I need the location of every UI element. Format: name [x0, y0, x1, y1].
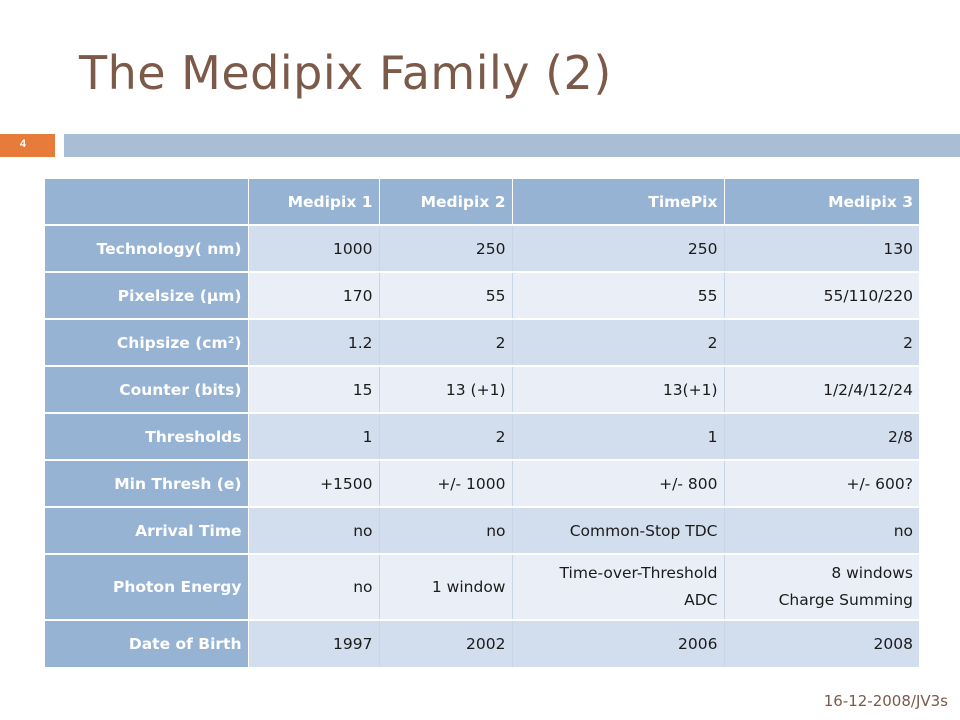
- table-cell: 2/8: [724, 413, 919, 460]
- table-row: [45, 366, 919, 413]
- column-header: TimePix: [512, 179, 724, 225]
- column-header: Medipix 2: [379, 179, 512, 225]
- table-cell: 1997: [248, 620, 379, 667]
- table-cell: 55: [379, 272, 512, 319]
- table-cell: 13 (+1): [379, 366, 512, 413]
- table-cell: +/- 600?: [724, 460, 919, 507]
- table-row: [45, 507, 919, 554]
- table-cell: 2: [379, 413, 512, 460]
- table-cell: Time-over-Threshold ADC: [512, 554, 724, 620]
- table-cell: 2006: [512, 620, 724, 667]
- slide-title: The Medipix Family (2): [79, 46, 612, 100]
- row-label: Thresholds: [45, 413, 248, 460]
- row-label: Pixelsize (µm): [45, 272, 248, 319]
- table-cell: 170: [248, 272, 379, 319]
- table-cell: 2: [724, 319, 919, 366]
- table-row: [45, 460, 919, 507]
- table-cell: 2008: [724, 620, 919, 667]
- table-row: [45, 272, 919, 319]
- row-label: Arrival Time: [45, 507, 248, 554]
- table-cell: 1000: [248, 225, 379, 272]
- table-cell: no: [379, 507, 512, 554]
- table-cell: 1/2/4/12/24: [724, 366, 919, 413]
- table-cell: no: [248, 554, 379, 620]
- table-cell: Common-Stop TDC: [512, 507, 724, 554]
- row-label: Date of Birth: [45, 620, 248, 667]
- table-cell: no: [724, 507, 919, 554]
- table-cell: 250: [379, 225, 512, 272]
- table-cell: 1.2: [248, 319, 379, 366]
- table-cell: 13(+1): [512, 366, 724, 413]
- table-cell: 1: [248, 413, 379, 460]
- page-number: 4: [19, 138, 26, 150]
- table-row: [45, 413, 919, 460]
- table-cell: +/- 1000: [379, 460, 512, 507]
- page-number-badge: [0, 134, 55, 157]
- row-label: Chipsize (cm²): [45, 319, 248, 366]
- table-cell: 15: [248, 366, 379, 413]
- row-label: Photon Energy: [45, 554, 248, 620]
- table-cell: +/- 800: [512, 460, 724, 507]
- table-row: [45, 319, 919, 366]
- table-cell: 2002: [379, 620, 512, 667]
- table-cell: 55: [512, 272, 724, 319]
- table-cell: 1 window: [379, 554, 512, 620]
- table-cell: 8 windows Charge Summing: [724, 554, 919, 620]
- title-divider-bar: [64, 134, 960, 157]
- table-header-row: [45, 179, 919, 225]
- medipix-comparison-table: [45, 179, 919, 667]
- table-cell: 250: [512, 225, 724, 272]
- row-label: Technology( nm): [45, 225, 248, 272]
- column-header: Medipix 1: [248, 179, 379, 225]
- table-row: [45, 225, 919, 272]
- table-cell: +1500: [248, 460, 379, 507]
- table-row: [45, 554, 919, 620]
- table-header-corner: [45, 179, 248, 225]
- table-row: [45, 620, 919, 667]
- table-cell: 1: [512, 413, 724, 460]
- slide-footer: 16-12-2008/JV3s: [823, 692, 948, 710]
- table-cell: 2: [379, 319, 512, 366]
- row-label: Min Thresh (e): [45, 460, 248, 507]
- row-label: Counter (bits): [45, 366, 248, 413]
- table-cell: no: [248, 507, 379, 554]
- column-header: Medipix 3: [724, 179, 919, 225]
- table-cell: 2: [512, 319, 724, 366]
- table-cell: 55/110/220: [724, 272, 919, 319]
- table-cell: 130: [724, 225, 919, 272]
